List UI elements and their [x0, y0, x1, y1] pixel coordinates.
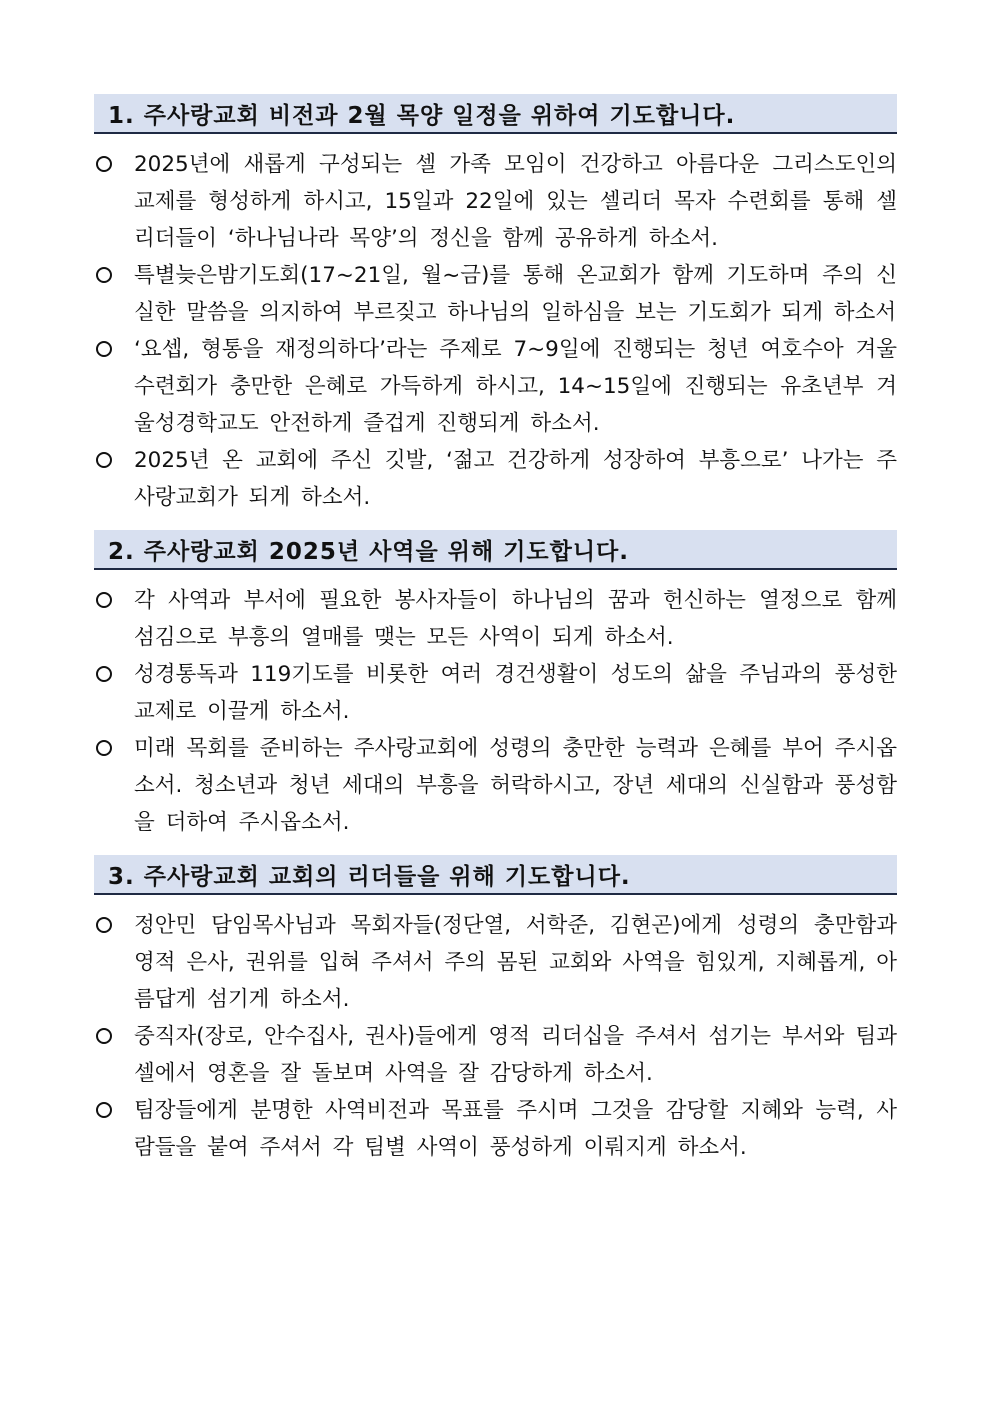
prayer-document: [94, 94, 897, 1166]
circle-bullet-icon: [96, 341, 112, 357]
prayer-item: [94, 257, 897, 331]
circle-bullet-icon: [96, 156, 112, 172]
circle-bullet-icon: [96, 1028, 112, 1044]
prayer-item-text: 미래 목회를 준비하는 주사랑교회에 성령의 충만한 능력과 은혜를 부어 주시옵소서. 청소년과 청년 세대의 부흥을 허락하시고, 장년 세대의 신실함과 풍성함을 더하여 주시옵소서.: [134, 736, 897, 835]
prayer-item-text: 2025년 온 교회에 주신 깃발, ‘젊고 건강하게 성장하여 부흥으로’ 나가는 주사랑교회가 되게 하소서.: [134, 448, 897, 510]
prayer-item-text: 2025년에 새롭게 구성되는 셀 가족 모임이 건강하고 아름다운 그리스도인의 교제를 형성하게 하시고, 15일과 22일에 있는 셀리더 목자 수련회를 통해 셀리더들이 ‘하나님나라 목양’의 정신을 함께 공유하게 하소서.: [134, 152, 897, 251]
prayer-item: [94, 331, 897, 442]
prayer-item: [94, 1018, 897, 1092]
prayer-item: [94, 656, 897, 730]
prayer-item: [94, 582, 897, 656]
prayer-item-text: 팀장들에게 분명한 사역비전과 목표를 주시며 그것을 감당할 지혜와 능력, 사람들을 붙여 주셔서 각 팀별 사역이 풍성하게 이뤄지게 하소서.: [134, 1098, 897, 1160]
prayer-item-text: 정안민 담임목사님과 목회자들(정단열, 서학준, 김현곤)에게 성령의 충만함과 영적 은사, 권위를 입혀 주셔서 주의 몸된 교회와 사역을 힘있게, 지혜롭게, 아름답게 섬기게 하소서.: [134, 913, 897, 1012]
section-title: 1. 주사랑교회 비전과 2월 목양 일정을 위하여 기도합니다.: [94, 94, 897, 134]
prayer-item-text: 중직자(장로, 안수집사, 권사)들에게 영적 리더십을 주셔서 섬기는 부서와 팀과 셀에서 영혼을 잘 돌보며 사역을 잘 감당하게 하소서.: [134, 1024, 897, 1086]
section-leaders: [94, 855, 897, 1166]
section-vision: [94, 94, 897, 516]
circle-bullet-icon: [96, 740, 112, 756]
prayer-list: [94, 907, 897, 1166]
circle-bullet-icon: [96, 666, 112, 682]
prayer-list: [94, 146, 897, 516]
prayer-item: [94, 1092, 897, 1166]
prayer-item-text: 성경통독과 119기도를 비롯한 여러 경건생활이 성도의 삶을 주님과의 풍성한 교제로 이끌게 하소서.: [134, 662, 897, 724]
prayer-item: [94, 907, 897, 1018]
prayer-item: [94, 146, 897, 257]
section-title: 3. 주사랑교회 교회의 리더들을 위해 기도합니다.: [94, 855, 897, 895]
section-title: 2. 주사랑교회 2025년 사역을 위해 기도합니다.: [94, 530, 897, 570]
circle-bullet-icon: [96, 267, 112, 283]
circle-bullet-icon: [96, 592, 112, 608]
prayer-item: [94, 730, 897, 841]
prayer-item-text: 각 사역과 부서에 필요한 봉사자들이 하나님의 꿈과 헌신하는 열정으로 함께 섬김으로 부흥의 열매를 맺는 모든 사역이 되게 하소서.: [134, 588, 897, 650]
prayer-list: [94, 582, 897, 841]
circle-bullet-icon: [96, 452, 112, 468]
prayer-item-text: 특별늦은밤기도회(17~21일, 월~금)를 통해 온교회가 함께 기도하며 주의 신실한 말씀을 의지하여 부르짖고 하나님의 일하심을 보는 기도회가 되게 하소서: [134, 263, 897, 325]
prayer-item: [94, 442, 897, 516]
prayer-item-text: ‘요셉, 형통을 재정의하다’라는 주제로 7~9일에 진행되는 청년 여호수아 겨울 수련회가 충만한 은혜로 가득하게 하시고, 14~15일에 진행되는 유초년부 겨울성경학교도 안전하게 즐겁게 진행되게 하소서.: [134, 337, 897, 436]
section-ministry: [94, 530, 897, 841]
circle-bullet-icon: [96, 917, 112, 933]
circle-bullet-icon: [96, 1102, 112, 1118]
